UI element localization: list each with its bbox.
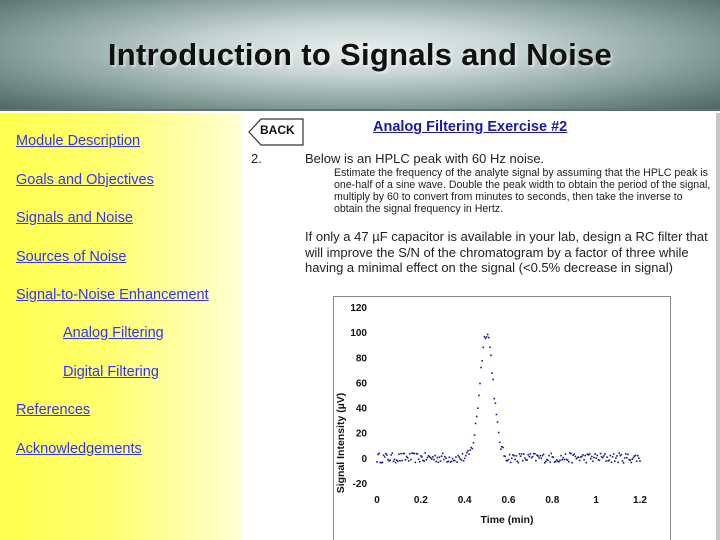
data-point: [582, 454, 584, 456]
data-point: [438, 462, 440, 464]
data-point: [443, 459, 445, 461]
data-point: [390, 454, 392, 456]
data-point: [553, 457, 555, 459]
data-point: [508, 459, 510, 461]
data-point: [467, 450, 469, 452]
data-point: [571, 462, 573, 464]
data-point: [538, 457, 540, 459]
data-point: [466, 452, 468, 454]
data-point: [413, 453, 415, 455]
y-tick-label: 0: [361, 453, 367, 465]
nav-module-description[interactable]: Module Description: [16, 133, 141, 149]
data-point: [637, 455, 639, 457]
intro-text: Below is an HPLC peak with 60 Hz noise.: [305, 151, 545, 166]
data-point: [472, 448, 474, 450]
data-point: [498, 432, 500, 434]
data-point: [410, 459, 412, 461]
item-number: 2.: [251, 151, 262, 166]
data-point: [518, 462, 520, 464]
data-point: [547, 459, 549, 461]
data-point: [581, 456, 583, 458]
data-point: [439, 456, 441, 458]
data-point: [476, 416, 478, 418]
data-point: [492, 379, 494, 381]
data-point: [612, 456, 614, 458]
data-point: [445, 457, 447, 459]
data-point: [524, 457, 526, 459]
data-point: [514, 459, 516, 461]
nav-analog-filtering[interactable]: Analog Filtering: [63, 325, 164, 341]
data-point: [555, 461, 557, 463]
data-point: [604, 453, 606, 455]
data-point: [632, 458, 634, 460]
data-point: [594, 453, 596, 455]
data-point: [456, 461, 458, 463]
data-point: [376, 461, 378, 463]
x-tick-label: 0: [374, 495, 380, 506]
data-point: [409, 453, 411, 455]
data-point: [568, 461, 570, 463]
data-point: [469, 449, 471, 451]
data-point: [515, 455, 517, 457]
data-point: [382, 462, 384, 464]
data-point: [451, 461, 453, 463]
data-point: [539, 455, 541, 457]
data-point: [478, 395, 480, 397]
x-tick-label: 1: [593, 495, 599, 506]
filter-instructions: If only a 47 µF capacitor is available in your lab, design a RC filter that will improve the S/N of the chromatogram by a factor of three while having a minimal effect on the signal (<0.5% decrease in signal): [305, 229, 708, 275]
data-point: [440, 460, 442, 462]
data-point: [408, 460, 410, 462]
data-point: [504, 456, 506, 458]
data-point: [521, 453, 523, 455]
data-point: [442, 453, 444, 455]
data-point: [614, 460, 616, 462]
data-point: [589, 453, 591, 455]
y-tick-label: 60: [355, 378, 367, 390]
data-point: [583, 459, 585, 461]
x-tick-labels: [374, 495, 647, 506]
nav-signals-and-noise[interactable]: Signals and Noise: [16, 210, 133, 226]
data-point: [573, 453, 575, 455]
data-point: [435, 461, 437, 463]
data-point: [622, 460, 624, 462]
data-point: [452, 458, 454, 460]
data-point: [481, 360, 483, 362]
data-point: [485, 338, 487, 340]
data-point: [520, 455, 522, 457]
y-tick-label: 20: [355, 428, 367, 440]
y-tick-labels: [350, 303, 367, 490]
data-point: [477, 407, 479, 409]
data-point: [441, 455, 443, 457]
data-point: [404, 453, 406, 455]
data-point: [625, 453, 627, 455]
data-point: [584, 455, 586, 457]
data-point: [400, 453, 402, 455]
data-point: [401, 460, 403, 462]
data-point: [627, 454, 629, 456]
data-point: [630, 462, 632, 464]
nav-signal-to-noise-enhancement[interactable]: Signal-to-Noise Enhancement: [16, 287, 209, 303]
data-point: [474, 434, 476, 436]
data-point: [482, 347, 484, 349]
data-point: [473, 442, 475, 444]
data-point: [562, 457, 564, 459]
chart-y-axis-label: Signal Intensity (µV): [335, 392, 347, 494]
data-point: [564, 459, 566, 461]
data-point: [454, 460, 456, 462]
data-point: [600, 453, 602, 455]
data-point: [486, 336, 488, 338]
data-point: [378, 453, 380, 455]
data-point: [421, 456, 423, 458]
data-point: [509, 454, 511, 456]
x-tick-label: 1.2: [633, 495, 647, 506]
data-point: [586, 462, 588, 464]
window-edge: [716, 113, 720, 540]
data-point: [464, 458, 466, 460]
data-point: [526, 459, 528, 461]
data-point: [399, 460, 401, 462]
data-point: [519, 453, 521, 455]
data-point: [570, 453, 572, 455]
data-point: [462, 453, 464, 455]
data-point: [629, 459, 631, 461]
y-tick-label: 100: [350, 328, 367, 340]
data-point: [500, 448, 502, 450]
data-point: [615, 457, 617, 459]
data-point: [522, 460, 524, 462]
data-point: [541, 457, 543, 459]
data-point: [638, 457, 640, 459]
data-point: [617, 462, 619, 464]
data-point: [491, 372, 493, 374]
data-point: [616, 455, 618, 457]
data-point: [599, 460, 601, 462]
data-point: [595, 457, 597, 459]
data-point: [490, 355, 492, 357]
data-point: [624, 457, 626, 459]
data-point: [389, 459, 391, 461]
data-point: [578, 456, 580, 458]
data-point: [480, 367, 482, 369]
data-point: [532, 456, 534, 458]
data-point: [426, 459, 428, 461]
nav-sources-of-noise[interactable]: Sources of Noise: [16, 249, 127, 265]
data-point: [436, 457, 438, 459]
data-point: [537, 455, 539, 457]
y-tick-label: 120: [350, 303, 367, 314]
data-point: [497, 421, 499, 423]
data-point: [623, 462, 625, 464]
data-point: [636, 460, 638, 462]
data-point: [639, 460, 641, 462]
data-point: [398, 453, 400, 455]
data-point: [561, 459, 563, 461]
data-point: [549, 461, 551, 463]
data-point: [432, 456, 434, 458]
back-button-label: BACK: [260, 123, 295, 137]
data-point: [502, 447, 504, 449]
data-point: [449, 457, 451, 459]
data-point: [484, 336, 486, 338]
data-point: [609, 459, 611, 461]
data-point: [433, 459, 435, 461]
data-point: [499, 442, 501, 444]
estimate-instructions: Estimate the frequency of the analyte signal by assuming that the HPLC peak is one-half of a sine wave. Double the peak width to obtain the period of the signal, multiply by 60 to convert from minutes to seconds, then take the inverse to obtain the signal frequency in Hertz.: [334, 167, 711, 215]
data-point: [488, 337, 490, 339]
data-point: [395, 462, 397, 464]
data-point: [605, 460, 607, 462]
data-point: [618, 452, 620, 454]
data-point: [455, 456, 457, 458]
hplc-chart: [322, 295, 672, 535]
data-point: [535, 460, 537, 462]
y-tick-label: 40: [355, 403, 367, 415]
exercise-title: Analog Filtering Exercise #2: [373, 119, 568, 135]
data-point: [550, 453, 552, 455]
data-point: [495, 402, 497, 404]
data-point: [510, 462, 512, 464]
data-point: [496, 414, 498, 416]
data-point: [621, 454, 623, 456]
data-point: [513, 455, 515, 457]
chart-x-axis-label: Time (min): [480, 514, 534, 526]
data-point: [560, 455, 562, 457]
data-point: [534, 453, 536, 455]
data-point: [393, 461, 395, 463]
data-point: [419, 461, 421, 463]
data-point: [468, 453, 470, 455]
data-point: [461, 459, 463, 461]
data-point: [559, 460, 561, 462]
data-point: [593, 457, 595, 459]
data-point: [579, 460, 581, 462]
data-point: [387, 459, 389, 461]
data-point: [548, 455, 550, 457]
data-point: [407, 457, 409, 459]
data-point: [558, 461, 560, 463]
nav-references[interactable]: References: [16, 402, 91, 418]
data-point: [427, 457, 429, 459]
x-tick-label: 0.4: [457, 495, 472, 506]
x-tick-label: 0.6: [501, 495, 516, 506]
data-point: [444, 456, 446, 458]
data-point: [457, 455, 459, 457]
data-point: [458, 456, 460, 458]
data-point: [606, 456, 608, 458]
data-point: [431, 458, 433, 460]
data-point: [590, 458, 592, 460]
data-point: [626, 457, 628, 459]
data-point: [575, 456, 577, 458]
data-point: [493, 398, 495, 400]
data-point: [613, 453, 615, 455]
data-point: [635, 455, 637, 457]
data-point: [523, 453, 525, 455]
data-point: [611, 461, 613, 463]
data-point: [567, 459, 569, 461]
data-point: [383, 454, 385, 456]
data-point: [424, 452, 426, 454]
data-point: [592, 460, 594, 462]
data-point: [434, 455, 436, 457]
data-point: [565, 453, 567, 455]
data-point: [489, 347, 491, 349]
data-point: [591, 456, 593, 458]
data-point: [543, 454, 545, 456]
data-point: [415, 462, 417, 464]
data-point: [392, 452, 394, 454]
data-point: [479, 383, 481, 385]
nav-digital-filtering[interactable]: Digital Filtering: [63, 364, 159, 380]
title-banner: [0, 0, 720, 111]
data-point: [603, 455, 605, 457]
data-point: [386, 454, 388, 456]
data-point: [610, 455, 612, 457]
back-button[interactable]: [248, 117, 302, 147]
data-point: [465, 455, 467, 457]
nav-goals-and-objectives[interactable]: Goals and Objectives: [16, 172, 154, 188]
data-points: [376, 334, 641, 464]
data-point: [527, 454, 529, 456]
data-point: [596, 455, 598, 457]
y-tick-label: 80: [355, 353, 367, 365]
x-tick-label: 0.2: [413, 495, 428, 506]
data-point: [511, 457, 513, 459]
data-point: [545, 461, 547, 463]
data-point: [530, 453, 532, 455]
data-point: [633, 457, 635, 459]
data-point: [529, 456, 531, 458]
data-point: [475, 423, 477, 425]
data-point: [487, 334, 489, 336]
y-tick-label: -20: [352, 479, 367, 490]
page-title: Introduction to Signals and Noise: [107, 37, 613, 72]
data-point: [463, 460, 465, 462]
nav-acknowledgements[interactable]: Acknowledgements: [16, 441, 142, 457]
data-point: [417, 453, 419, 455]
data-point: [384, 456, 386, 458]
data-point: [397, 460, 399, 462]
data-point: [394, 459, 396, 461]
data-point: [418, 459, 420, 461]
x-tick-label: 0.8: [545, 495, 560, 506]
data-point: [423, 460, 425, 462]
data-point: [602, 457, 604, 459]
data-point: [447, 461, 449, 463]
data-point: [405, 459, 407, 461]
